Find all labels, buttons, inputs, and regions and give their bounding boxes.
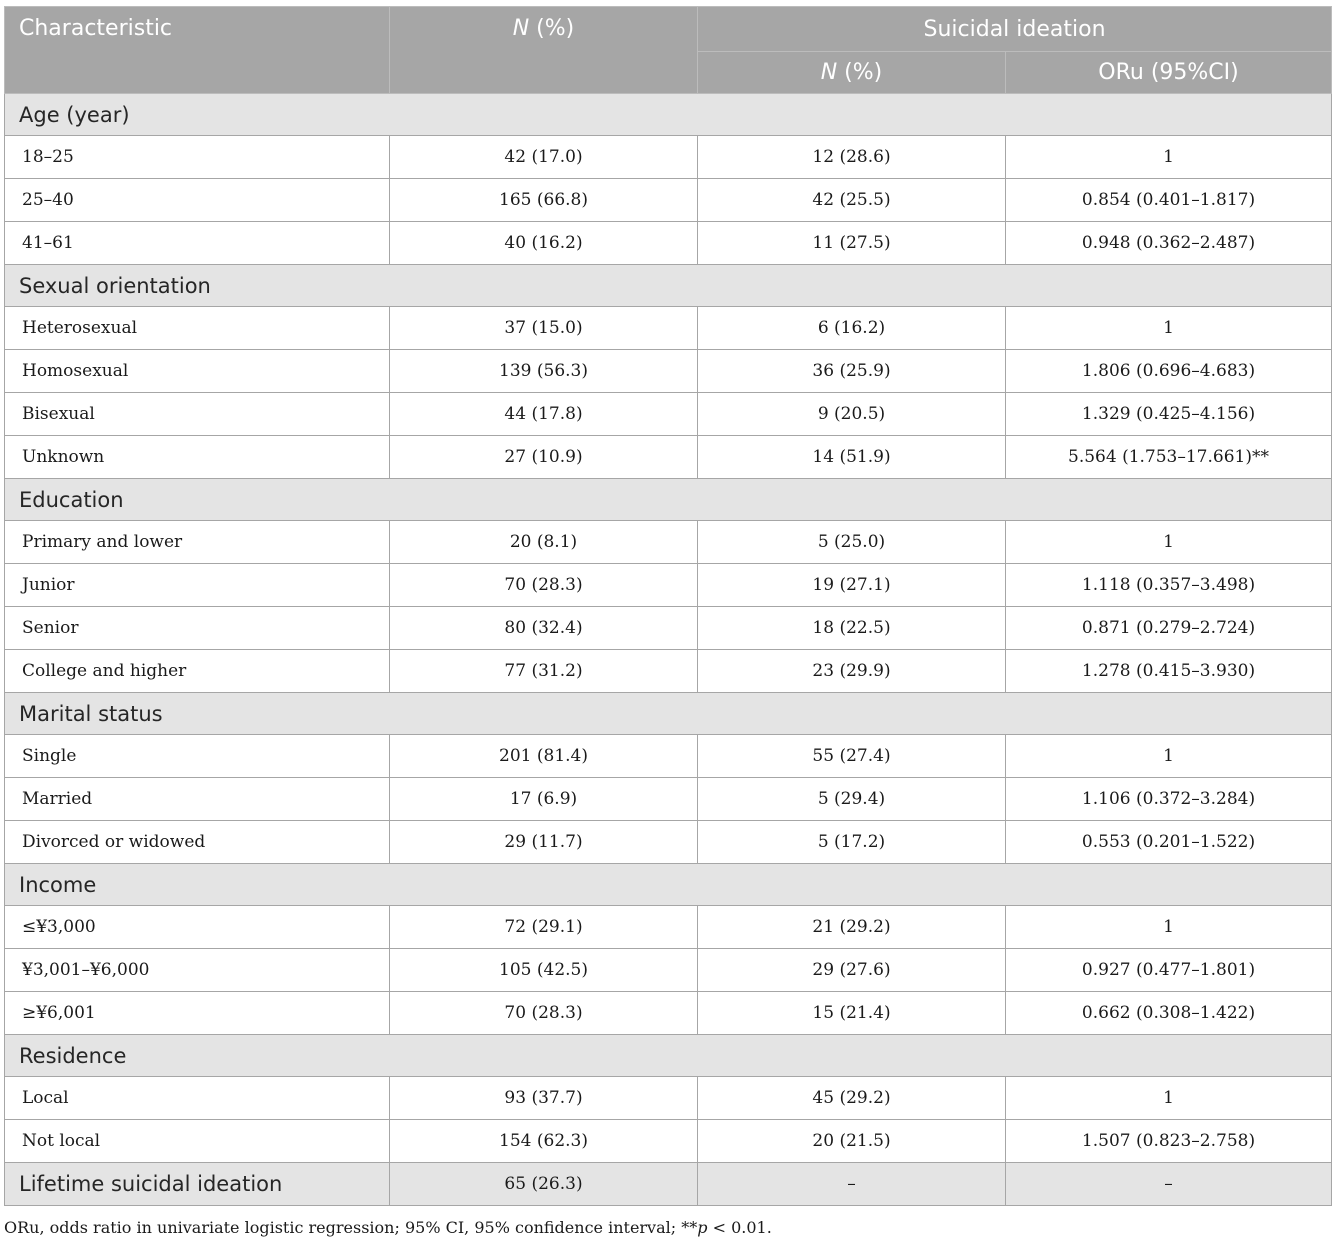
row-label: Senior: [5, 607, 390, 650]
table-footnote: [4, 1218, 1331, 1237]
table-row: [5, 949, 1332, 992]
cell-oru: 1: [1006, 906, 1332, 949]
row-label: Junior: [5, 564, 390, 607]
table-row: [5, 179, 1332, 222]
cell-oru: 5.564 (1.753–17.661)**: [1006, 436, 1332, 479]
header-characteristic: Characteristic: [5, 7, 390, 94]
cell-oru: 0.948 (0.362–2.487): [1006, 222, 1332, 265]
table-row: [5, 521, 1332, 564]
cell-oru: 0.854 (0.401–1.817): [1006, 179, 1332, 222]
cell-oru: 0.662 (0.308–1.422): [1006, 992, 1332, 1035]
section-title: Sexual orientation: [5, 265, 1332, 307]
cell-si-n-percent: 20 (21.5): [698, 1120, 1006, 1163]
cell-si-n-percent: 42 (25.5): [698, 179, 1006, 222]
header-n-italic: N: [512, 16, 530, 41]
lifetime-row: [5, 1163, 1332, 1206]
table-row: [5, 350, 1332, 393]
cell-n-percent: 65 (26.3): [390, 1163, 698, 1206]
cell-si-n-percent: 19 (27.1): [698, 564, 1006, 607]
section-header-row: [5, 693, 1332, 735]
row-label: Local: [5, 1077, 390, 1120]
table-row: [5, 1077, 1332, 1120]
cell-oru: 1: [1006, 1077, 1332, 1120]
cell-oru: 1.507 (0.823–2.758): [1006, 1120, 1332, 1163]
footnote-p-rest: < 0.01.: [707, 1218, 772, 1237]
cell-oru: 1.278 (0.415–3.930): [1006, 650, 1332, 693]
cell-n-percent: 70 (28.3): [390, 564, 698, 607]
table-row: [5, 821, 1332, 864]
cell-n-percent: 105 (42.5): [390, 949, 698, 992]
row-label: College and higher: [5, 650, 390, 693]
cell-oru: 0.871 (0.279–2.724): [1006, 607, 1332, 650]
table-row: [5, 992, 1332, 1035]
cell-si-n-percent: 23 (29.9): [698, 650, 1006, 693]
header-n-rest: (%): [529, 16, 575, 41]
table-row: [5, 307, 1332, 350]
subheader-n-percent: [698, 52, 1006, 94]
section-title: Marital status: [5, 693, 1332, 735]
cell-si-n-percent: –: [698, 1163, 1006, 1206]
section-header-row: [5, 864, 1332, 906]
cell-si-n-percent: 18 (22.5): [698, 607, 1006, 650]
cell-n-percent: 29 (11.7): [390, 821, 698, 864]
table-row: [5, 136, 1332, 179]
section-title: Education: [5, 479, 1332, 521]
cell-n-percent: 93 (37.7): [390, 1077, 698, 1120]
cell-n-percent: 27 (10.9): [390, 436, 698, 479]
cell-oru: 1: [1006, 307, 1332, 350]
cell-si-n-percent: 11 (27.5): [698, 222, 1006, 265]
subheader-n-italic: N: [820, 60, 838, 85]
cell-n-percent: 80 (32.4): [390, 607, 698, 650]
table-row: [5, 393, 1332, 436]
cell-oru: 1.106 (0.372–3.284): [1006, 778, 1332, 821]
header-n-percent: [390, 7, 698, 94]
header-suicidal-ideation: Suicidal ideation: [698, 7, 1332, 52]
table-row: [5, 906, 1332, 949]
table-body: [5, 94, 1332, 1206]
table-row: [5, 735, 1332, 778]
cell-si-n-percent: 15 (21.4): [698, 992, 1006, 1035]
section-title: Residence: [5, 1035, 1332, 1077]
cell-n-percent: 70 (28.3): [390, 992, 698, 1035]
table-row: [5, 650, 1332, 693]
row-label: Heterosexual: [5, 307, 390, 350]
cell-oru: 1: [1006, 735, 1332, 778]
cell-n-percent: 17 (6.9): [390, 778, 698, 821]
cell-si-n-percent: 55 (27.4): [698, 735, 1006, 778]
table-row: [5, 607, 1332, 650]
footnote-text: ORu, odds ratio in univariate logistic regression; 95% CI, 95% confidence interval; **: [4, 1218, 698, 1237]
row-label: Single: [5, 735, 390, 778]
cell-oru: –: [1006, 1163, 1332, 1206]
cell-si-n-percent: 9 (20.5): [698, 393, 1006, 436]
cell-si-n-percent: 5 (25.0): [698, 521, 1006, 564]
row-label: ¥3,001–¥6,000: [5, 949, 390, 992]
row-label: Unknown: [5, 436, 390, 479]
cell-oru: 0.553 (0.201–1.522): [1006, 821, 1332, 864]
cell-oru: 1.118 (0.357–3.498): [1006, 564, 1332, 607]
cell-n-percent: 154 (62.3): [390, 1120, 698, 1163]
cell-n-percent: 20 (8.1): [390, 521, 698, 564]
cell-oru: 1: [1006, 521, 1332, 564]
subheader-oru: ORu (95%CI): [1006, 52, 1332, 94]
cell-si-n-percent: 14 (51.9): [698, 436, 1006, 479]
cell-si-n-percent: 36 (25.9): [698, 350, 1006, 393]
cell-n-percent: 44 (17.8): [390, 393, 698, 436]
cell-n-percent: 37 (15.0): [390, 307, 698, 350]
cell-si-n-percent: 45 (29.2): [698, 1077, 1006, 1120]
table-row: [5, 436, 1332, 479]
section-title: Age (year): [5, 94, 1332, 136]
row-label: Not local: [5, 1120, 390, 1163]
row-label: Homosexual: [5, 350, 390, 393]
footnote-p: p: [697, 1218, 708, 1237]
cell-si-n-percent: 5 (17.2): [698, 821, 1006, 864]
cell-oru: 1: [1006, 136, 1332, 179]
row-label: Divorced or widowed: [5, 821, 390, 864]
section-header-row: [5, 265, 1332, 307]
cell-n-percent: 165 (66.8): [390, 179, 698, 222]
cell-oru: 0.927 (0.477–1.801): [1006, 949, 1332, 992]
cell-n-percent: 42 (17.0): [390, 136, 698, 179]
row-label: 41–61: [5, 222, 390, 265]
row-label: Primary and lower: [5, 521, 390, 564]
table-row: [5, 778, 1332, 821]
section-title: Income: [5, 864, 1332, 906]
row-label: Married: [5, 778, 390, 821]
row-label: 18–25: [5, 136, 390, 179]
cell-si-n-percent: 12 (28.6): [698, 136, 1006, 179]
section-header-row: [5, 1035, 1332, 1077]
lifetime-label: Lifetime suicidal ideation: [5, 1163, 390, 1206]
cell-n-percent: 40 (16.2): [390, 222, 698, 265]
cell-si-n-percent: 21 (29.2): [698, 906, 1006, 949]
row-label: ≥¥6,001: [5, 992, 390, 1035]
table-row: [5, 222, 1332, 265]
row-label: Bisexual: [5, 393, 390, 436]
cell-si-n-percent: 29 (27.6): [698, 949, 1006, 992]
cell-oru: 1.806 (0.696–4.683): [1006, 350, 1332, 393]
characteristics-table: [4, 6, 1332, 1206]
cell-n-percent: 201 (81.4): [390, 735, 698, 778]
cell-oru: 1.329 (0.425–4.156): [1006, 393, 1332, 436]
cell-n-percent: 139 (56.3): [390, 350, 698, 393]
cell-n-percent: 72 (29.1): [390, 906, 698, 949]
cell-si-n-percent: 5 (29.4): [698, 778, 1006, 821]
row-label: 25–40: [5, 179, 390, 222]
cell-si-n-percent: 6 (16.2): [698, 307, 1006, 350]
section-header-row: [5, 479, 1332, 521]
cell-n-percent: 77 (31.2): [390, 650, 698, 693]
row-label: ≤¥3,000: [5, 906, 390, 949]
table-row: [5, 1120, 1332, 1163]
section-header-row: [5, 94, 1332, 136]
table-container: [4, 6, 1331, 1206]
subheader-n-rest: (%): [837, 60, 883, 85]
table-header: [5, 7, 1332, 94]
table-row: [5, 564, 1332, 607]
